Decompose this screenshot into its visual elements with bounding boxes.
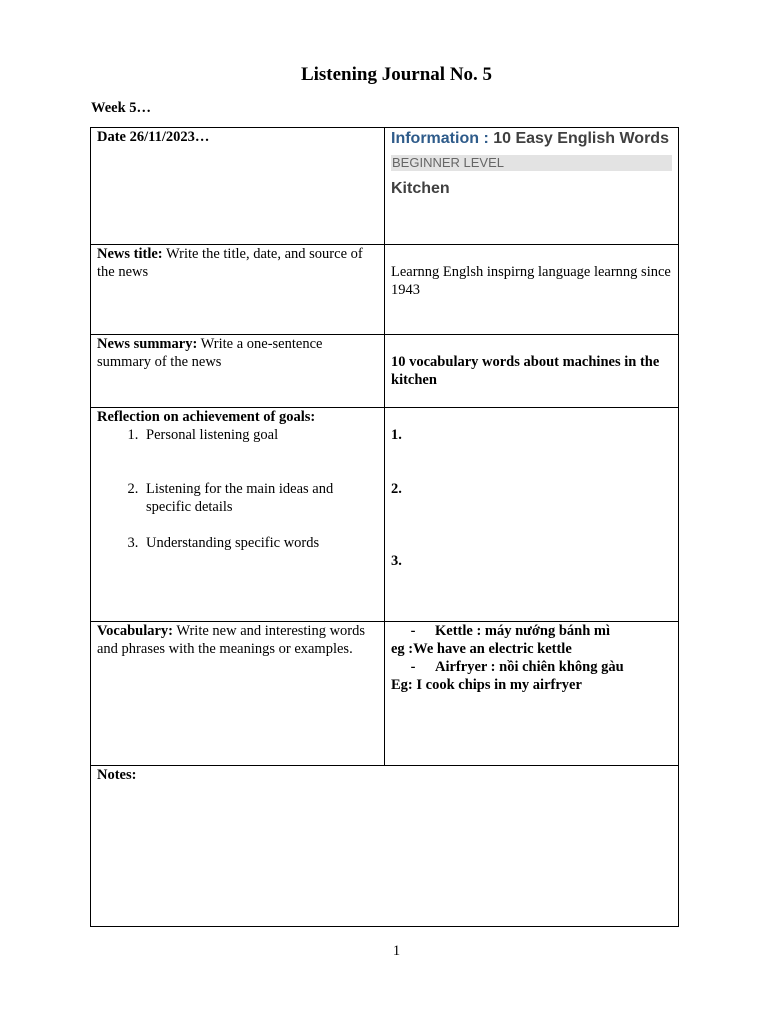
news-title-prompt: Write the title, date, and source of the news [97, 246, 363, 280]
info-title: 10 Easy English Words [488, 130, 669, 147]
level-badge: BEGINNER LEVEL [391, 155, 672, 171]
news-title-cell [91, 245, 385, 335]
vocab-word: Airfryer : nồi chiên không gàu [435, 659, 624, 675]
vocab-example: eg :We have an electric kettle [391, 641, 572, 657]
reflection-cell [91, 408, 385, 622]
vocab-entry [391, 658, 672, 676]
topic-heading: Kitchen [391, 180, 450, 197]
news-summary-answer: 10 vocabulary words about machines in the kitchen [391, 354, 660, 388]
date-row [91, 128, 679, 245]
notes-cell [91, 766, 679, 927]
vocab-word: Kettle : máy nướng bánh mì [435, 623, 611, 639]
reflection-label: Reflection on achievement of goals: [97, 409, 316, 425]
reflection-answer-cell [385, 408, 679, 622]
vocabulary-row [91, 622, 679, 766]
news-summary-label: News summary: [97, 336, 198, 352]
goal-item: 2. Listening for the main ideas and specific details [142, 480, 378, 534]
vocab-dash: - [410, 659, 416, 675]
goal-answer: 3. [391, 553, 402, 569]
date-cell [91, 128, 385, 245]
news-title-answer-cell [385, 245, 679, 335]
vocabulary-prompt: Write new and interesting words and phrases with the meanings or examples. [97, 623, 366, 657]
info-label: Information : [391, 130, 489, 147]
goal-item: 1. Personal listening goal [142, 426, 378, 480]
vocabulary-cell [91, 622, 385, 766]
news-summary-prompt: Write a one-sentence summary of the news [97, 336, 323, 370]
goal-answer: 2. [391, 481, 402, 497]
date-label: Date 26/11/2023… [97, 129, 210, 145]
goals-list [97, 426, 378, 552]
week-label: Week 5… [91, 100, 152, 116]
vocab-example: Eg: I cook chips in my airfryer [391, 677, 582, 693]
news-summary-row [91, 335, 679, 408]
info-heading [391, 129, 672, 149]
reflection-row [91, 408, 679, 622]
document-title: Listening Journal No. 5 [300, 64, 493, 85]
news-summary-cell [91, 335, 385, 408]
news-title-label: News title: [97, 246, 163, 262]
news-title-row [91, 245, 679, 335]
goal-answer: 1. [391, 427, 402, 443]
notes-row [91, 766, 679, 927]
page-number: 1 [392, 943, 401, 959]
news-summary-answer-cell [385, 335, 679, 408]
info-cell [385, 128, 679, 245]
vocab-dash: - [410, 623, 416, 639]
vocab-entry [391, 622, 672, 640]
news-title-answer: Learnng Englsh inspirng language learnng since 1943 [391, 264, 671, 298]
journal-table [90, 127, 679, 927]
vocabulary-answer-cell [385, 622, 679, 766]
vocabulary-label: Vocabulary: [97, 623, 173, 639]
goal-item: 3. Understanding specific words [142, 534, 378, 552]
notes-label: Notes: [97, 767, 137, 783]
